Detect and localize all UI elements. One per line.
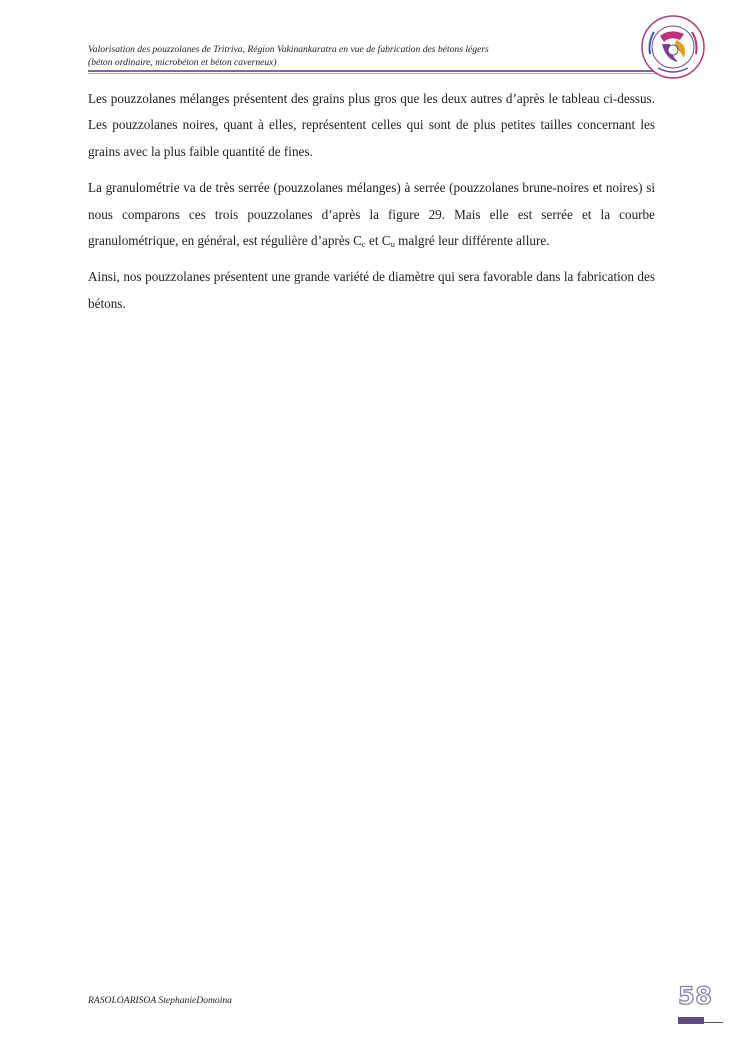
subscript-u: u [390, 239, 395, 250]
page-number-line [704, 1022, 723, 1023]
header-title-line2: (béton ordinaire, microbéton et béton caverneux) [88, 56, 277, 68]
main-content [88, 86, 655, 327]
paragraph-2-text: La granulométrie va de très serrée (pouzzolanes mélanges) à serrée (pouzzolanes brune-noires et noires) si nous comparons ces trois pouzzolanes d’après la figure 29. Mais elle est serrée et la courbe granulométrique, en général, est régulière d’après C [88, 180, 655, 249]
header-title-line1: Valorisation des pouzzolanes de Tritriva, Région Vakinankaratra en vue de fabrication des bétons légers [88, 44, 489, 55]
running-header [88, 44, 648, 69]
faculte-des-sciences-logo-icon [640, 14, 706, 80]
paragraph-2-mid: et C [365, 233, 391, 249]
page-number: 58 [678, 982, 713, 1010]
header-rule [88, 70, 657, 72]
paragraph-1: Les pouzzolanes mélanges présentent des grains plus gros que les deux autres d’après le tableau ci-dessus. Les pouzzolanes noires, quant à elles, représentent celles qui sont de plus petites tailles concernant les grains avec la plus faible quantité de fines. [88, 91, 655, 159]
paragraph-3: Ainsi, nos pouzzolanes présentent une grande variété de diamètre qui sera favorable dans la fabrication des bétons. [88, 269, 655, 311]
header-rule-thin [88, 73, 657, 74]
subscript-c: c [361, 239, 366, 250]
footer-author: RASOLOARISOA StephanieDomoina [88, 995, 232, 1006]
page-number-bar [678, 1017, 704, 1024]
paragraph-2-end: malgré leur différente allure. [394, 233, 550, 249]
paragraph-2 [88, 175, 655, 254]
